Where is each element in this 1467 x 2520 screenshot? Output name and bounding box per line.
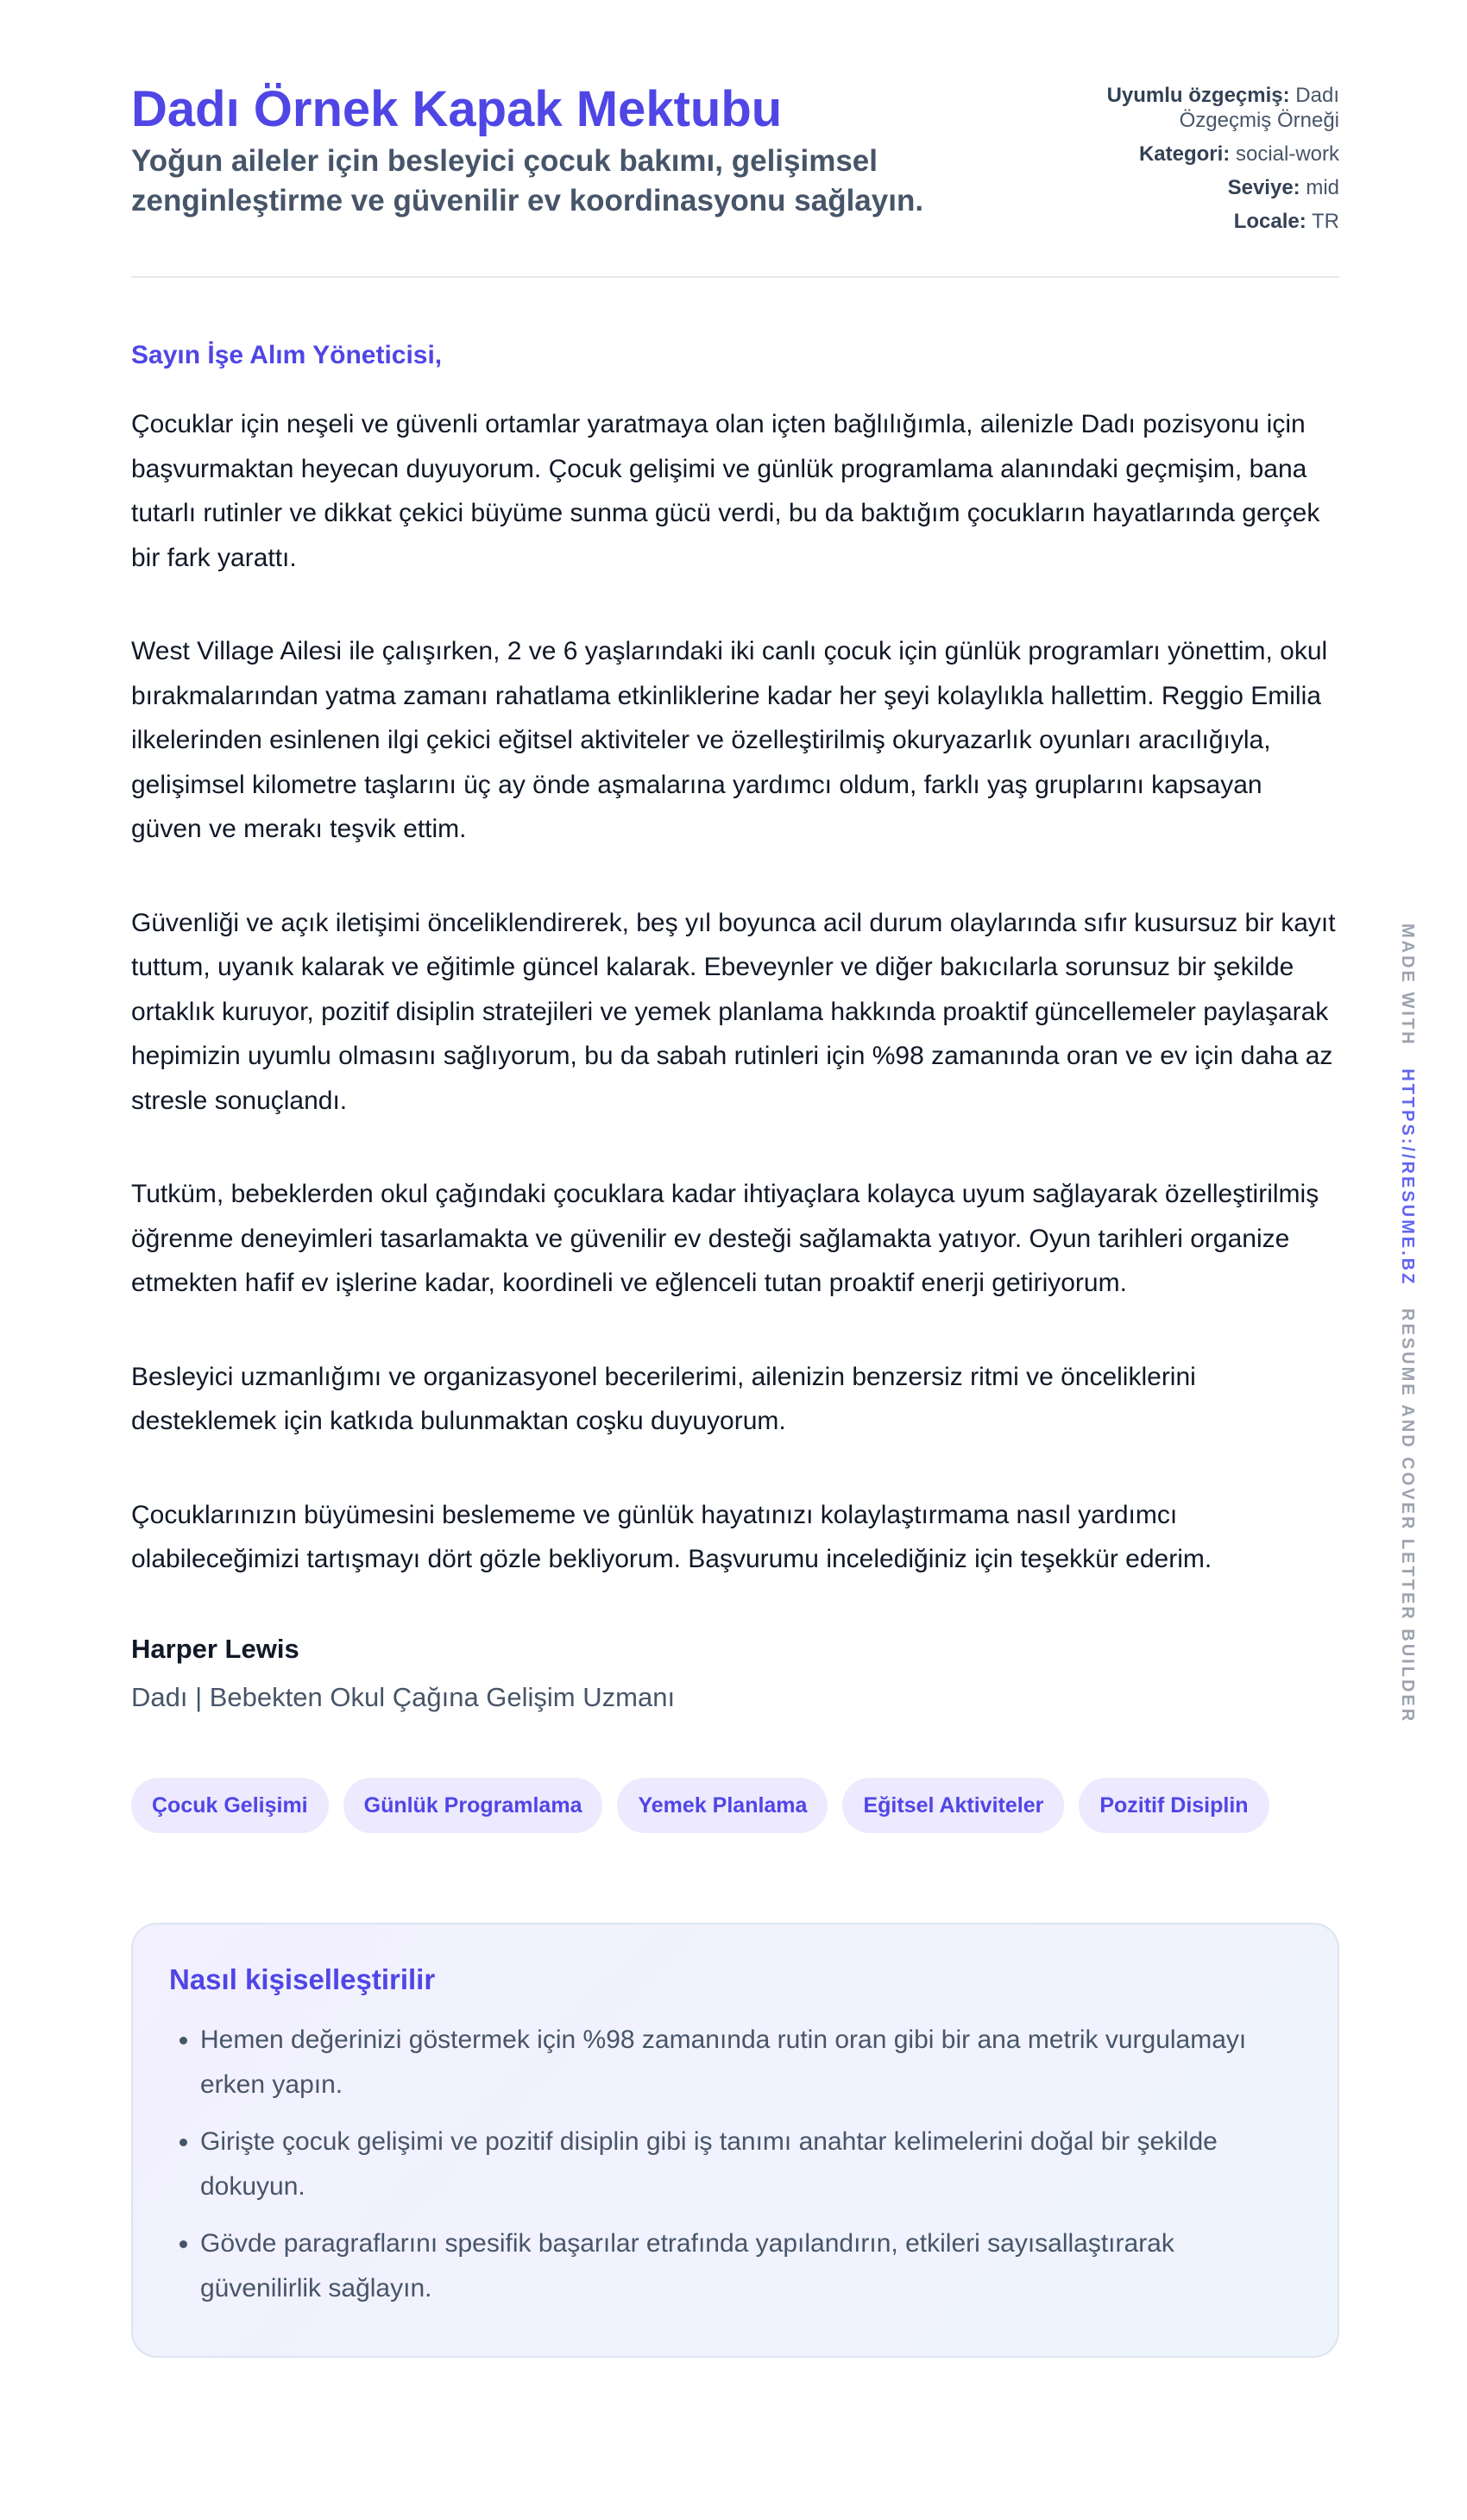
letter-paragraph: Çocuklar için neşeli ve güvenli ortamlar yaratmaya olan içten bağlılığımla, ailenizle Dadı pozisyonu için başvurmaktan heyecan duyuyorum. Çocuk gelişimi ve günlük programlama alanındaki geçmişim, bana tutarlı rutinler ve dikkat çekici büyüme sunma gücü verdi, bu da baktığım çocukların hayatlarında gerçek bir fark yarattı. — [131, 410, 1320, 572]
side-credit — [1398, 923, 1426, 1724]
meta-info — [1029, 83, 1339, 243]
personalization-tips — [131, 1923, 1339, 2358]
letter-paragraph: Çocuklarınızın büyümesini beslememe ve günlük hayatınızı kolaylaştırmama nasıl yardımcı olabileceğimizi tartışmayı dört gözle bekliyorum. Başvurumu incelediğiniz için teşekkür ederim. — [131, 1500, 1212, 1573]
side-credit-link[interactable]: HTTPS://RESUME.BZ — [1398, 1068, 1417, 1287]
page-subtitle: Yoğun aileler için besleyici çocuk bakımı, gelişimsel zenginleştirme ve güvenilir ev koordinasyonu sağlayın. — [131, 144, 924, 217]
meta-category — [1029, 142, 1339, 167]
meta-level — [1029, 175, 1339, 200]
meta-locale — [1029, 209, 1339, 234]
tips-title: Nasıl kişiselleştirilir — [169, 1962, 436, 1995]
letter-paragraph: West Village Ailesi ile çalışırken, 2 ve 6 yaşlarındaki iki canlı çocuk için günlük programları yönettim, okul bırakmalarından yatma zamanı rahatlama etkinliklerine kadar her şeyi kolaylıkla hallettim. Reggio Emilia ilkelerinden esinlenen ilgi çekici eğitsel aktiviteler ve özelleştirilmiş okuryazarlık oyunları aracılığıyla, gelişimsel kilometre taşlarını üç ay önde aşmalarına yardımcı oldum, farklı yaş gruplarını kapsayan güven ve merakı teşvik ettim. — [131, 637, 1328, 843]
page-title: Dadı Örnek Kapak Mektubu — [131, 81, 783, 137]
tips-list — [169, 2018, 1301, 2311]
skill-tag: Günlük Programlama — [343, 1778, 603, 1833]
letter-greeting: Sayın İşe Alım Yöneticisi, — [131, 341, 443, 369]
page-header — [131, 0, 1339, 278]
meta-locale-value: TR — [1312, 210, 1339, 233]
signature-block — [131, 1631, 1339, 1716]
letter-body — [131, 402, 1339, 1582]
meta-category-label: Kategori: — [1138, 142, 1231, 166]
letter-paragraph: Tutküm, bebeklerden okul çağındaki çocuklara kadar ihtiyaçlara kolayca uyum sağlayarak özelleştirilmiş öğrenme deneyimleri tasarlamakta ve güvenilir ev desteği sağlamakta yatıyor. Oyun tarihleri organize etmekten hafif ev işlerine kadar, koordineli ve eğlenceli tutan proaktif enerji getiriyorum. — [131, 1180, 1319, 1297]
meta-resume-value: Dadı Özgeçmiş Örneği — [1179, 84, 1339, 132]
tip-item: • Gövde paragraflarını spesifik başarılar etrafında yapılandırın, etkileri sayısallaştırarak güvenilirlik sağlayın. — [200, 2221, 1301, 2311]
meta-level-label: Seviye: — [1227, 176, 1300, 199]
tip-item: • Girişte çocuk gelişimi ve pozitif disiplin gibi iş tanımı anahtar kelimelerini doğal bir şekilde dokuyun. — [200, 2120, 1301, 2209]
meta-category-value: social-work — [1235, 142, 1339, 166]
skill-tag: Yemek Planlama — [617, 1778, 828, 1833]
skill-tag: Çocuk Gelişimi — [131, 1778, 329, 1833]
meta-resume — [1029, 83, 1339, 133]
signature-title: Dadı | Bebekten Okul Çağına Gelişim Uzmanı — [131, 1681, 676, 1712]
side-credit-text — [1397, 923, 1417, 1723]
meta-locale-label: Locale: — [1233, 210, 1306, 233]
meta-level-value: mid — [1306, 176, 1339, 199]
skill-tag: Eğitsel Aktiviteler — [842, 1778, 1064, 1833]
side-credit-prefix: MADE WITH — [1398, 923, 1417, 1047]
signature-name: Harper Lewis — [131, 1633, 299, 1664]
side-credit-suffix: RESUME AND COVER LETTER BUILDER — [1398, 1308, 1417, 1724]
skill-tags — [131, 1778, 1339, 1833]
cover-letter-page — [131, 0, 1339, 2358]
skill-tag: Pozitif Disiplin — [1079, 1778, 1269, 1833]
tip-item: • Hemen değerinizi göstermek için %98 zamanında rutin oran gibi bir ana metrik vurgulamayı erken yapın. — [200, 2018, 1301, 2107]
meta-resume-label: Uyumlu özgeçmiş: — [1106, 84, 1290, 107]
letter-paragraph: Güvenliği ve açık iletişimi önceliklendirerek, beş yıl boyunca acil durum olaylarında sıfır kusursuz bir kayıt tuttum, uyanık kalarak ve eğitimle güncel kalarak. Ebeveynler ve diğer bakıcılarla sorunsuz bir şekilde ortaklık kuruyor, pozitif disiplin stratejileri ve yemek planlama hakkında proaktif güncellemeler paylaşarak hepimizin uyumlu olmasını sağlıyorum, bu da sabah rutinleri için %98 zamanında oran ve ev için daha az stresle sonuçlandı. — [131, 908, 1336, 1115]
letter-paragraph: Besleyici uzmanlığımı ve organizasyonel becerilerimi, ailenizin benzersiz ritmi ve önceliklerini desteklemek için katkıda bulunmaktan coşku duyuyorum. — [131, 1362, 1196, 1435]
